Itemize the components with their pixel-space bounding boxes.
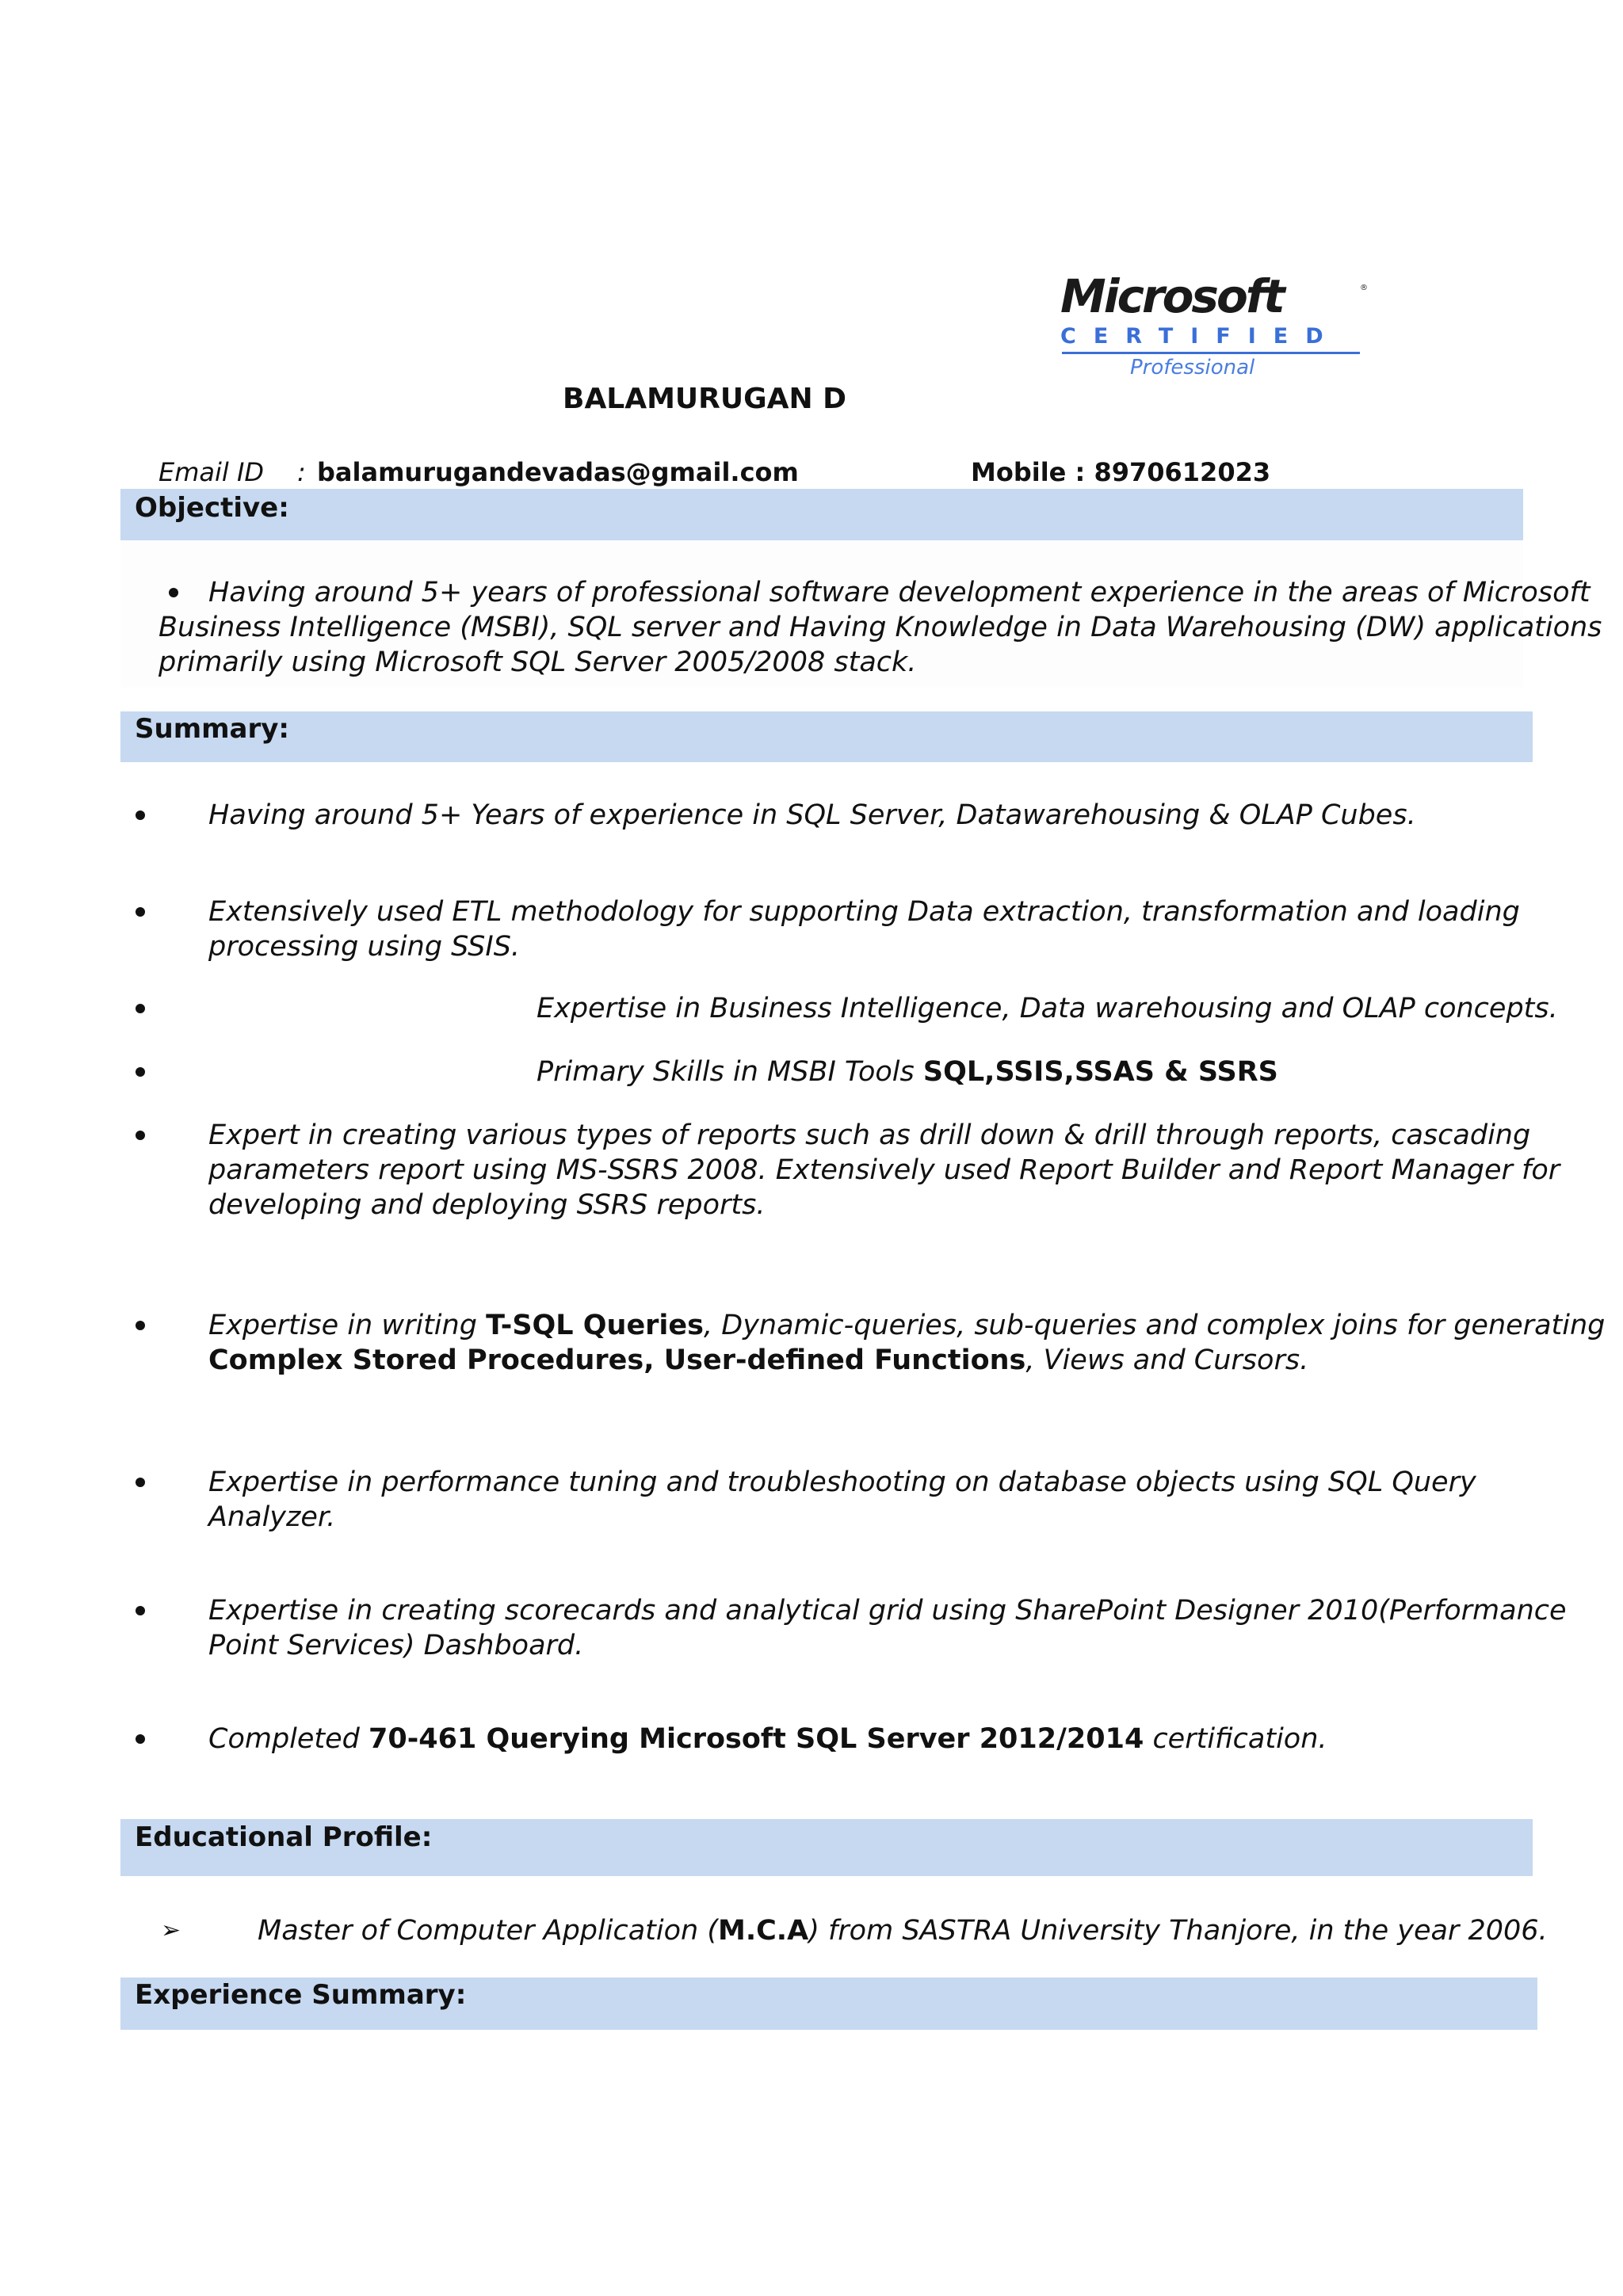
logo-professional-text: Professional — [1130, 356, 1255, 379]
logo-wordmark: Microsoft — [1060, 269, 1283, 323]
education-arrow-bullet: ➢ — [161, 1917, 181, 1944]
summary-item-4-skills: SQL,SSIS,SSAS & SSRS — [922, 1056, 1278, 1088]
summary-item-7-line-1: Expertise in performance tuning and troubleshooting on database objects using SQL Query — [208, 1466, 1476, 1498]
summary-item-4 — [537, 1055, 1278, 1089]
summary-bullet-8 — [136, 1606, 145, 1615]
objective-line-1: Having around 5+ years of professional software development experience in the areas of Microsoft — [208, 577, 1591, 608]
summary-item-6-bold-b: Complex Stored Procedures, User-defined Functions — [208, 1344, 1026, 1376]
candidate-name: BALAMURUGAN D — [563, 383, 847, 415]
summary-item-4-text: Primary Skills in MSBI Tools — [537, 1056, 923, 1088]
objective-bullet — [169, 588, 178, 597]
logo-certified-text: CERTIFIED — [1060, 324, 1341, 349]
summary-header-band — [120, 711, 1533, 762]
summary-item-9 — [208, 1722, 1327, 1756]
objective-line-3: primarily using Microsoft SQL Server 2005/2008 stack. — [158, 646, 917, 678]
summary-item-6-text-c: , Views and Cursors. — [1025, 1344, 1309, 1376]
summary-item-6-text-a: Expertise in writing — [208, 1310, 487, 1341]
summary-bullet-9 — [136, 1734, 145, 1744]
summary-bullet-3 — [136, 1004, 145, 1013]
summary-bullet-6 — [136, 1321, 145, 1330]
logo-rule — [1062, 352, 1360, 354]
education-item — [258, 1913, 1548, 1948]
logo-trademark-mark: ® — [1360, 284, 1368, 292]
summary-item-6-bold-a: T-SQL Queries — [486, 1310, 705, 1341]
summary-item-3: Expertise in Business Intelligence, Data warehousing and OLAP concepts. — [537, 993, 1558, 1024]
education-degree: M.C.A — [717, 1915, 809, 1947]
summary-bullet-1 — [136, 810, 145, 820]
education-text-b: ) from SASTRA University Thanjore, in the year 2006. — [808, 1915, 1548, 1947]
email-value: balamurugandevadas@gmail.com — [317, 457, 799, 487]
summary-item-1: Having around 5+ Years of experience in SQL Server, Datawarehousing & OLAP Cubes. — [208, 799, 1416, 831]
summary-item-9-text-b: certification. — [1144, 1723, 1327, 1755]
microsoft-certified-logo — [1060, 269, 1377, 380]
education-text-a: Master of Computer Application ( — [258, 1915, 718, 1947]
summary-bullet-7 — [136, 1478, 145, 1487]
summary-item-5-line-1: Expert in creating various types of reports such as drill down & drill through reports, cascading — [208, 1119, 1531, 1151]
objective-heading: Objective: — [135, 492, 289, 524]
summary-bullet-2 — [136, 907, 145, 917]
summary-heading: Summary: — [135, 713, 290, 745]
education-heading: Educational Profile: — [135, 1821, 433, 1853]
summary-bullet-4 — [136, 1067, 145, 1077]
summary-bullet-5 — [136, 1131, 145, 1140]
email-label: Email ID — [158, 457, 265, 487]
summary-item-5-line-3: developing and deploying SSRS reports. — [208, 1189, 766, 1221]
summary-item-2-line-1: Extensively used ETL methodology for supporting Data extraction, transformation and loading — [208, 896, 1520, 928]
summary-item-8-line-2: Point Services) Dashboard. — [208, 1630, 584, 1661]
summary-item-5-line-2: parameters report using MS-SSRS 2008. Extensively used Report Builder and Report Manager for — [208, 1154, 1560, 1186]
objective-line-2: Business Intelligence (MSBI), SQL server and Having Knowledge in Data Warehousing (DW) applications — [158, 612, 1602, 643]
objective-header-band — [120, 489, 1523, 540]
email-separator: : — [297, 457, 306, 487]
summary-item-8-line-1: Expertise in creating scorecards and analytical grid using SharePoint Designer 2010(Performance — [208, 1595, 1567, 1627]
summary-item-6-line-2 — [208, 1343, 1308, 1378]
mobile-number: Mobile : 8970612023 — [971, 457, 1271, 487]
experience-heading: Experience Summary: — [135, 1979, 467, 2011]
summary-item-9-text-a: Completed — [208, 1723, 369, 1755]
summary-item-2-line-2: processing using SSIS. — [208, 931, 521, 963]
summary-item-6-text-b: , Dynamic-queries, sub-queries and complex joins for generating — [704, 1310, 1606, 1341]
summary-item-7-line-2: Analyzer. — [208, 1501, 336, 1533]
summary-item-9-cert: 70-461 Querying Microsoft SQL Server 2012/2014 — [369, 1723, 1144, 1755]
summary-item-6-line-1 — [208, 1308, 1605, 1343]
